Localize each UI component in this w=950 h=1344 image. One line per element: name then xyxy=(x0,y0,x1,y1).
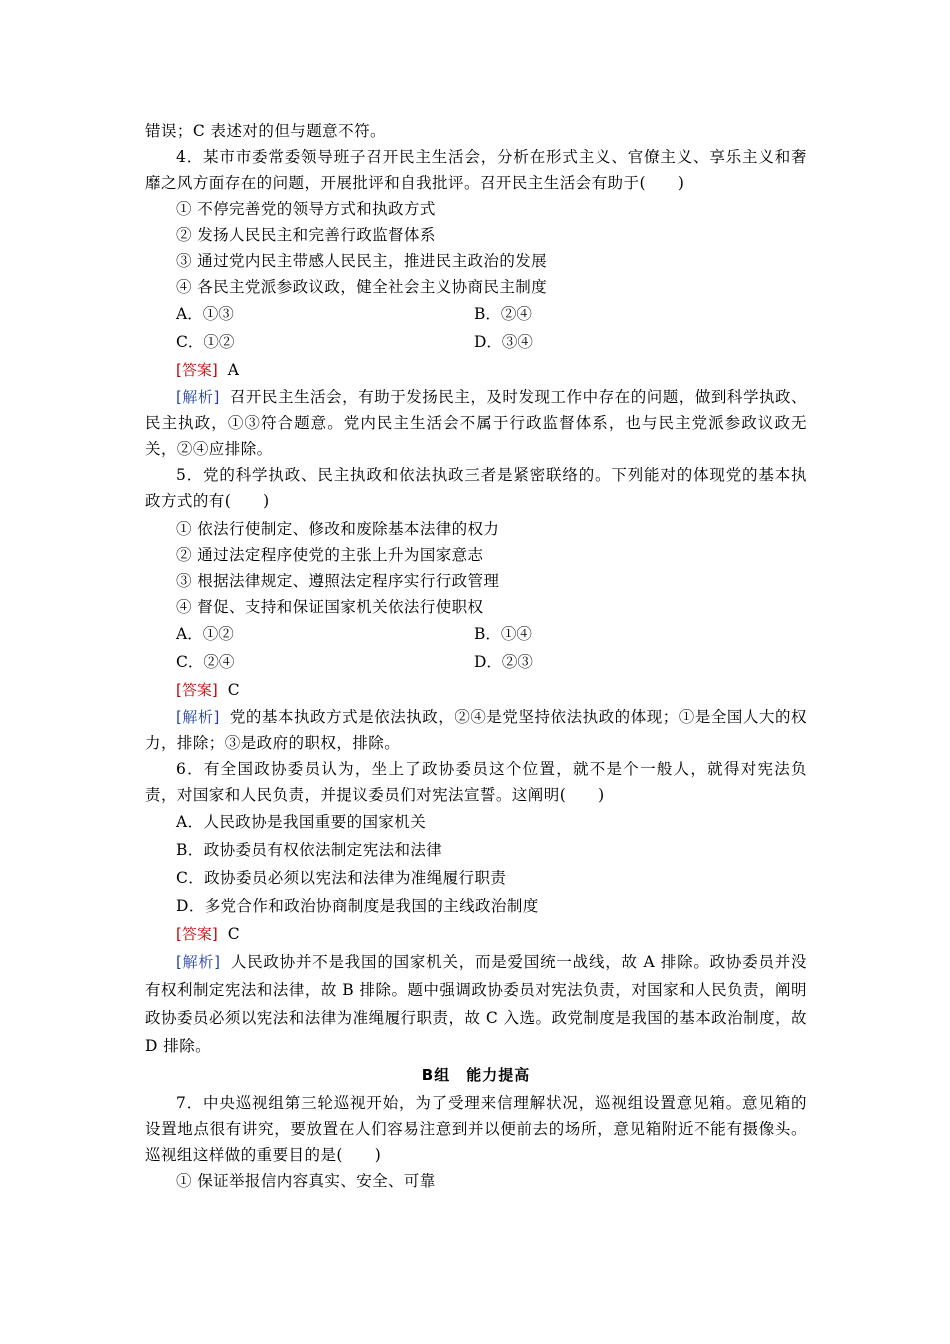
statement-item: ① 不停完善党的领导方式和执政方式 xyxy=(176,200,436,218)
option-row xyxy=(145,328,807,356)
question-stem: 7．中央巡视组第三轮巡视开始，为了受理来信理解状况，巡视组设置意见箱。意见箱的设置地点很有讲究，要放置在人们容易注意到并以便前去的场所，意见箱附近不能有摄像头。巡视组这样做的重要目的是( ) xyxy=(145,1094,807,1164)
option-row xyxy=(145,648,807,676)
question-7 xyxy=(145,1090,807,1194)
option-d: D．③④ xyxy=(474,333,533,351)
choice-d: D．多党合作和政治协商制度是我国的主线政治制度 xyxy=(176,897,539,915)
option-b: B．②④ xyxy=(474,305,532,323)
statement-item: ① 依法行使制定、修改和废除基本法律的权力 xyxy=(176,520,500,538)
statement-item: ④ 各民主党派参政议政，健全社会主义协商民主制度 xyxy=(176,278,548,296)
question-stem: 4．某市市委常委领导班子召开民主生活会，分析在形式主义、官僚主义、享乐主义和奢靡之风方面存在的问题，开展批评和自我批评。召开民主生活会有助于( ) xyxy=(145,148,807,192)
answer-value: A xyxy=(227,361,239,379)
explanation xyxy=(145,948,807,1060)
question-4 xyxy=(145,144,807,462)
choice-b: B．政协委员有权依法制定宪法和法律 xyxy=(176,841,443,859)
explanation-label: [解析] xyxy=(176,708,220,726)
question-6 xyxy=(145,756,807,1060)
statement-item: ② 通过法定程序使党的主张上升为国家意志 xyxy=(176,546,484,564)
explanation-text: 召开民主生活会，有助于发扬民主，及时发现工作中存在的问题，做到科学执政、民主执政，①③符合题意。党内民主生活会不属于行政监督体系，也与民主党派参政议政无关，②④应排除。 xyxy=(145,388,807,458)
answer-row xyxy=(145,356,807,384)
explanation-label: [解析] xyxy=(176,388,220,406)
option-c: C．②④ xyxy=(176,653,235,671)
answer-label: [答案] xyxy=(176,361,218,379)
option-b: B．①④ xyxy=(474,625,532,643)
statement-item: ③ 根据法律规定、遵照法定程序实行行政管理 xyxy=(176,572,500,590)
question-stem: 6．有全国政协委员认为，坐上了政协委员这个位置，就不是个一般人，就得对宪法负责，对国家和人民负责，并提议委员们对宪法宣誓。这阐明( ) xyxy=(145,760,807,804)
answer-label: [答案] xyxy=(176,681,218,699)
answer-row xyxy=(145,920,807,948)
statement-item: ② 发扬人民民主和完善行政监督体系 xyxy=(176,226,436,244)
answer-value: C xyxy=(227,925,240,943)
option-a: A．①② xyxy=(176,625,234,643)
explanation-text: 人民政协并不是我国的国家机关，而是爱国统一战线，故 A 排除。政协委员并没有权利制定宪法和法律，故 B 排除。题中强调政协委员对宪法负责，对国家和人民负责，阐明政协委员必须以宪法和法律为准绳履行职责，故 C 入选。政党制度是我国的基本政治制度，故 D 排除。 xyxy=(145,953,807,1055)
choice-c: C．政协委员必须以宪法和法律为准绳履行职责 xyxy=(176,869,507,887)
explanation xyxy=(145,384,807,462)
question-stem: 5．党的科学执政、民主执政和依法执政三者是紧密联络的。下列能对的体现党的基本执政方式的有( ) xyxy=(145,466,807,510)
choice-a: A．人民政协是我国重要的国家机关 xyxy=(176,813,427,831)
answer-label: [答案] xyxy=(176,925,218,943)
question-5 xyxy=(145,462,807,756)
explanation xyxy=(145,704,807,756)
document-page xyxy=(145,118,807,1194)
option-d: D．②③ xyxy=(474,653,533,671)
statement-item: ① 保证举报信内容真实、安全、可靠 xyxy=(176,1172,436,1190)
statement-item: ③ 通过党内民主带感人民民主，推进民主政治的发展 xyxy=(176,252,548,270)
option-c: C．①② xyxy=(176,333,235,351)
statement-item: ④ 督促、支持和保证国家机关依法行使职权 xyxy=(176,598,484,616)
explanation-text: 党的基本执政方式是依法执政，②④是党坚持依法执政的体现；①是全国人大的权力，排除；③是政府的职权，排除。 xyxy=(145,708,807,752)
answer-value: C xyxy=(227,681,240,699)
explanation-label: [解析] xyxy=(176,953,221,971)
intro-tail: 错误；C 表述对的但与题意不符。 xyxy=(145,122,386,140)
option-row xyxy=(145,300,807,328)
answer-row xyxy=(145,676,807,704)
option-a: A．①③ xyxy=(176,305,234,323)
section-title: B组 能力提高 xyxy=(421,1066,531,1084)
option-row xyxy=(145,620,807,648)
